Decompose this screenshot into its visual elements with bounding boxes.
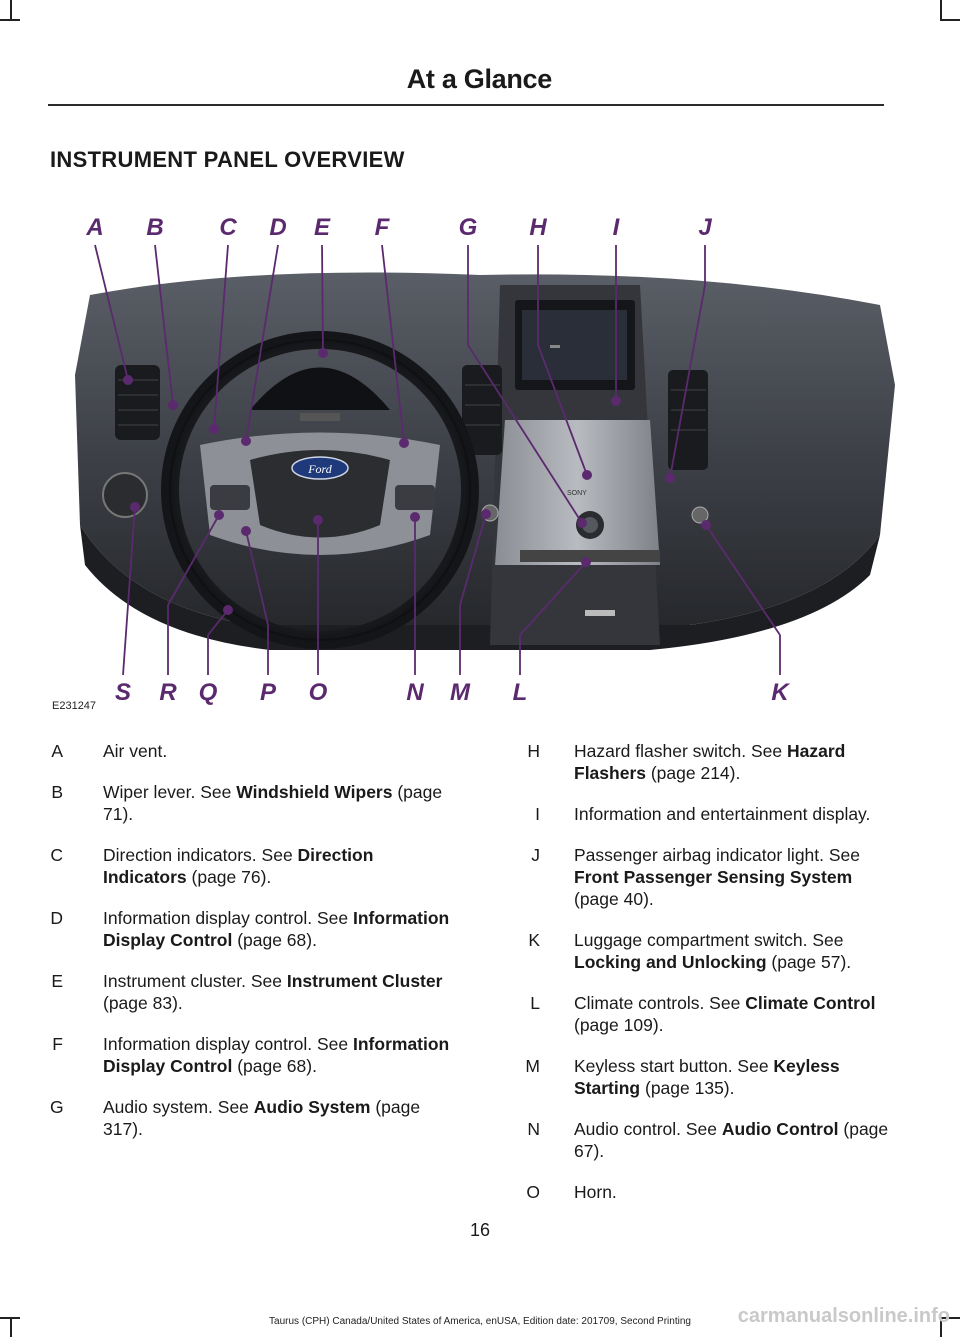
ford-badge-label: Ford xyxy=(308,462,332,476)
cross-reference-link[interactable]: Locking and Unlocking xyxy=(574,952,767,972)
legend-item: N Audio control. See Audio Control (page 67). xyxy=(527,1119,889,1161)
radio-brand-label: SONY xyxy=(567,490,587,497)
page-footer: Taurus (CPH) Canada/United States of America, enUSA, Edition date: 201709, Second Printing xyxy=(269,1316,691,1327)
legend-item: O Horn. xyxy=(526,1182,617,1202)
callout-label-h: H xyxy=(529,214,547,241)
cross-reference-link[interactable]: Keyless Starting xyxy=(574,1056,840,1098)
callout-label-r: R xyxy=(159,679,177,706)
cross-reference-link[interactable]: Direction Indicators xyxy=(103,845,374,887)
callout-label-a: A xyxy=(86,214,104,241)
cross-reference-link[interactable]: Audio System xyxy=(253,1097,371,1117)
cross-reference-link[interactable]: Front Passenger Sensing System xyxy=(574,867,853,887)
legend-item: M Keyless start button. See Keyless Starting (page 135). xyxy=(525,1056,840,1098)
cross-reference-link[interactable]: Information Display Control xyxy=(103,1034,450,1076)
legend-item: E Instrument cluster. See Instrument Cluster (page 83). xyxy=(51,971,443,1013)
callout-label-m: M xyxy=(450,679,470,706)
callout-label-e: E xyxy=(313,214,331,241)
legend-item: G Audio system. See Audio System (page 317). xyxy=(50,1097,421,1139)
watermark: carmanualsonline.info xyxy=(737,1305,950,1327)
callout-label-b: B xyxy=(146,214,164,241)
callout-label-g: G xyxy=(458,214,478,241)
cross-reference-link[interactable]: Information Display Control xyxy=(103,908,450,950)
legend-right-column xyxy=(500,740,890,1222)
callout-label-d: D xyxy=(269,214,287,241)
callout-label-l: L xyxy=(512,679,528,706)
section-title: INSTRUMENT PANEL OVERVIEW xyxy=(50,147,405,172)
cross-reference-link[interactable]: Climate Control xyxy=(745,993,876,1013)
callout-label-j: J xyxy=(698,214,712,241)
callout-label-s: S xyxy=(114,679,132,706)
header-divider xyxy=(48,104,884,106)
legend-left-column xyxy=(50,740,450,1159)
instrument-panel-illustration xyxy=(50,205,910,725)
legend-item: A Air vent. xyxy=(51,741,168,761)
crop-mark xyxy=(940,0,942,20)
callout-label-c: C xyxy=(219,214,237,241)
cross-reference-link[interactable]: Hazard Flashers xyxy=(574,741,846,783)
callout-label-f: F xyxy=(374,214,390,241)
cross-reference-link[interactable]: Windshield Wipers xyxy=(236,782,393,802)
figure-id: E231247 xyxy=(52,700,97,712)
legend-item: D Information display control. See Information Display Control (page 68). xyxy=(50,908,450,950)
callout-label-k: K xyxy=(771,679,789,706)
legend-item: I Information and entertainment display. xyxy=(535,804,871,824)
legend-item: L Climate controls. See Climate Control (page 109). xyxy=(530,993,876,1035)
crop-mark xyxy=(940,19,960,21)
legend-item: H Hazard flasher switch. See Hazard Flashers (page 214). xyxy=(527,741,846,783)
crop-mark xyxy=(0,19,20,21)
callout-label-n: N xyxy=(406,679,424,706)
legend-item: C Direction indicators. See Direction Indicators (page 76). xyxy=(50,845,374,887)
callout-label-p: P xyxy=(259,679,277,706)
callout-label-q: Q xyxy=(198,679,218,706)
callout-label-o: O xyxy=(308,679,328,706)
legend-item: B Wiper lever. See Windshield Wipers (page 71). xyxy=(51,782,443,824)
legend-item: F Information display control. See Information Display Control (page 68). xyxy=(52,1034,450,1076)
page-header-title: At a Glance xyxy=(406,64,552,94)
legend-item: J Passenger airbag indicator light. See Front Passenger Sensing System (page 40). xyxy=(531,845,861,909)
crop-mark xyxy=(10,0,12,20)
cross-reference-link[interactable]: Instrument Cluster xyxy=(286,971,443,991)
cross-reference-link[interactable]: Audio Control xyxy=(721,1119,839,1139)
legend-item: K Luggage compartment switch. See Locking and Unlocking (page 57). xyxy=(528,930,852,972)
page-number: 16 xyxy=(469,1220,491,1240)
callout-label-i: I xyxy=(612,214,620,241)
